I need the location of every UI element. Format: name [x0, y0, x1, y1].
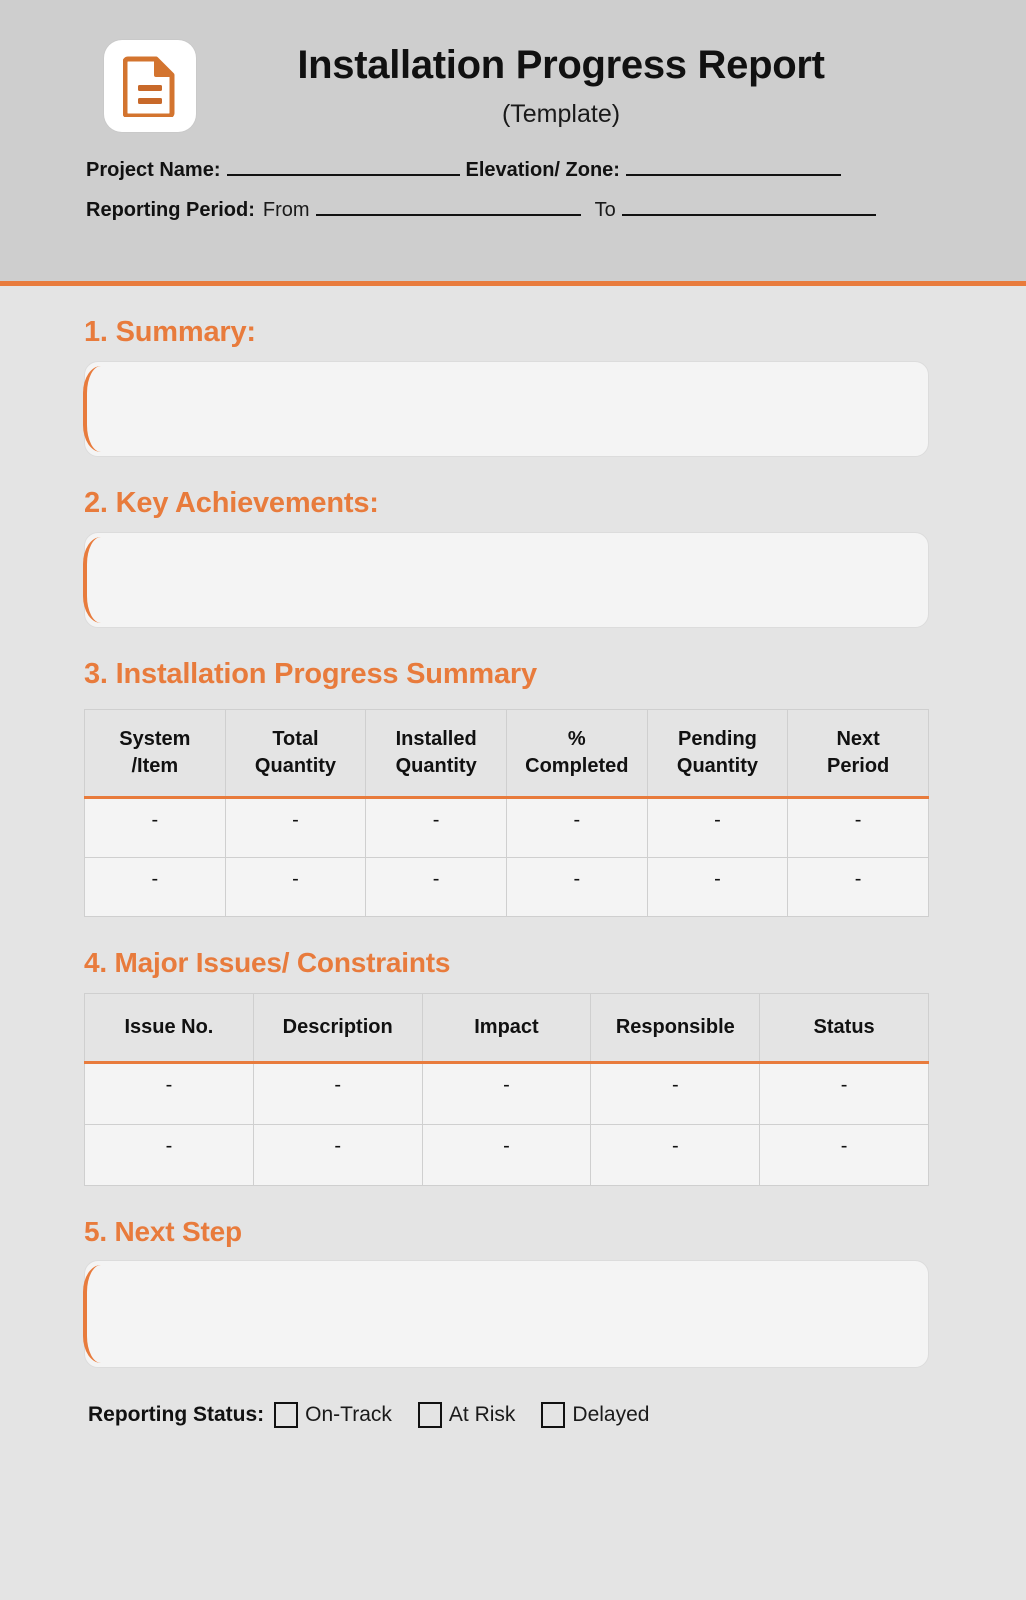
table-cell[interactable]: - [591, 1063, 760, 1125]
accent-bar-icon [83, 366, 101, 452]
column-header-installed-quantity: Installed Quantity [366, 710, 507, 798]
accent-bar-icon [83, 537, 101, 623]
status-option-label: At Risk [448, 1403, 516, 1426]
table-cell[interactable]: - [788, 858, 929, 917]
table-row [85, 798, 929, 858]
section-heading-major-issues: 4. Major Issues/ Constraints [84, 947, 451, 978]
page-header [0, 0, 1026, 286]
column-header-description: Description [253, 994, 422, 1063]
elevation-zone-label: Elevation/ Zone: [465, 159, 620, 181]
table-cell[interactable]: - [422, 1063, 591, 1125]
table-cell[interactable]: - [253, 1125, 422, 1186]
table-cell[interactable]: - [422, 1125, 591, 1186]
major-issues-table [84, 993, 929, 1186]
column-header-percent-completed: % Completed [506, 710, 647, 798]
table-cell[interactable]: - [85, 1125, 254, 1186]
table-cell[interactable]: - [506, 858, 647, 917]
table-header-row [85, 994, 929, 1063]
column-header-responsible: Responsible [591, 994, 760, 1063]
elevation-zone-input[interactable] [626, 156, 841, 176]
checkbox-icon[interactable] [274, 1402, 298, 1428]
table-cell[interactable]: - [788, 798, 929, 858]
status-option-label: Delayed [572, 1403, 650, 1426]
table-cell[interactable]: - [225, 798, 366, 858]
summary-input-box[interactable] [84, 361, 929, 457]
from-label: From [262, 199, 310, 221]
status-option-label: On-Track [305, 1403, 392, 1426]
column-header-status: Status [760, 994, 929, 1063]
table-cell[interactable]: - [366, 858, 507, 917]
table-cell[interactable]: - [253, 1063, 422, 1125]
status-option-delayed[interactable] [541, 1402, 649, 1428]
to-label: To [594, 199, 616, 221]
table-row [85, 1063, 929, 1125]
status-option-on-track[interactable] [274, 1402, 392, 1428]
table-row [85, 1125, 929, 1186]
table-cell[interactable]: - [85, 858, 226, 917]
reporting-status-row [88, 1402, 1026, 1428]
header-fields [0, 132, 1026, 222]
section-heading-progress-summary: 3. Installation Progress Summary [84, 658, 537, 690]
next-step-input-box[interactable] [84, 1260, 929, 1368]
project-name-input[interactable] [227, 156, 460, 176]
project-name-label: Project Name: [86, 159, 221, 181]
table-row [85, 858, 929, 917]
table-cell[interactable]: - [760, 1063, 929, 1125]
table-header-row [85, 710, 929, 798]
title-block [136, 40, 986, 129]
progress-summary-table [84, 709, 929, 917]
report-body [0, 316, 1026, 1428]
key-achievements-input-box[interactable] [84, 532, 929, 628]
accent-bar-icon [83, 1265, 101, 1363]
header-top-row [0, 0, 1026, 132]
section-heading-key-achievements: 2. Key Achievements: [84, 487, 379, 519]
table-cell[interactable]: - [647, 798, 788, 858]
page-title: Installation Progress Report [297, 43, 825, 87]
to-date-input[interactable] [622, 196, 876, 216]
table-cell[interactable]: - [506, 798, 647, 858]
status-option-at-risk[interactable] [418, 1402, 516, 1428]
section-heading-summary: 1. Summary: [84, 316, 256, 348]
table-cell[interactable]: - [366, 798, 507, 858]
column-header-system-item: System /Item [85, 710, 226, 798]
reporting-period-row [0, 196, 1026, 222]
table-cell[interactable]: - [647, 858, 788, 917]
project-name-row [0, 156, 1026, 182]
checkbox-icon[interactable] [418, 1402, 442, 1428]
reporting-period-label: Reporting Period: [86, 199, 255, 221]
page-subtitle: (Template) [501, 100, 621, 128]
reporting-status-label: Reporting Status: [88, 1403, 265, 1426]
column-header-total-quantity: Total Quantity [225, 710, 366, 798]
column-header-issue-no: Issue No. [85, 994, 254, 1063]
from-date-input[interactable] [316, 196, 581, 216]
table-cell[interactable]: - [225, 858, 366, 917]
column-header-next-period: Next Period [788, 710, 929, 798]
section-heading-next-step: 5. Next Step [84, 1216, 242, 1247]
checkbox-icon[interactable] [541, 1402, 565, 1428]
column-header-pending-quantity: Pending Quantity [647, 710, 788, 798]
table-cell[interactable]: - [85, 1063, 254, 1125]
table-cell[interactable]: - [591, 1125, 760, 1186]
table-cell[interactable]: - [85, 798, 226, 858]
table-cell[interactable]: - [760, 1125, 929, 1186]
column-header-impact: Impact [422, 994, 591, 1063]
